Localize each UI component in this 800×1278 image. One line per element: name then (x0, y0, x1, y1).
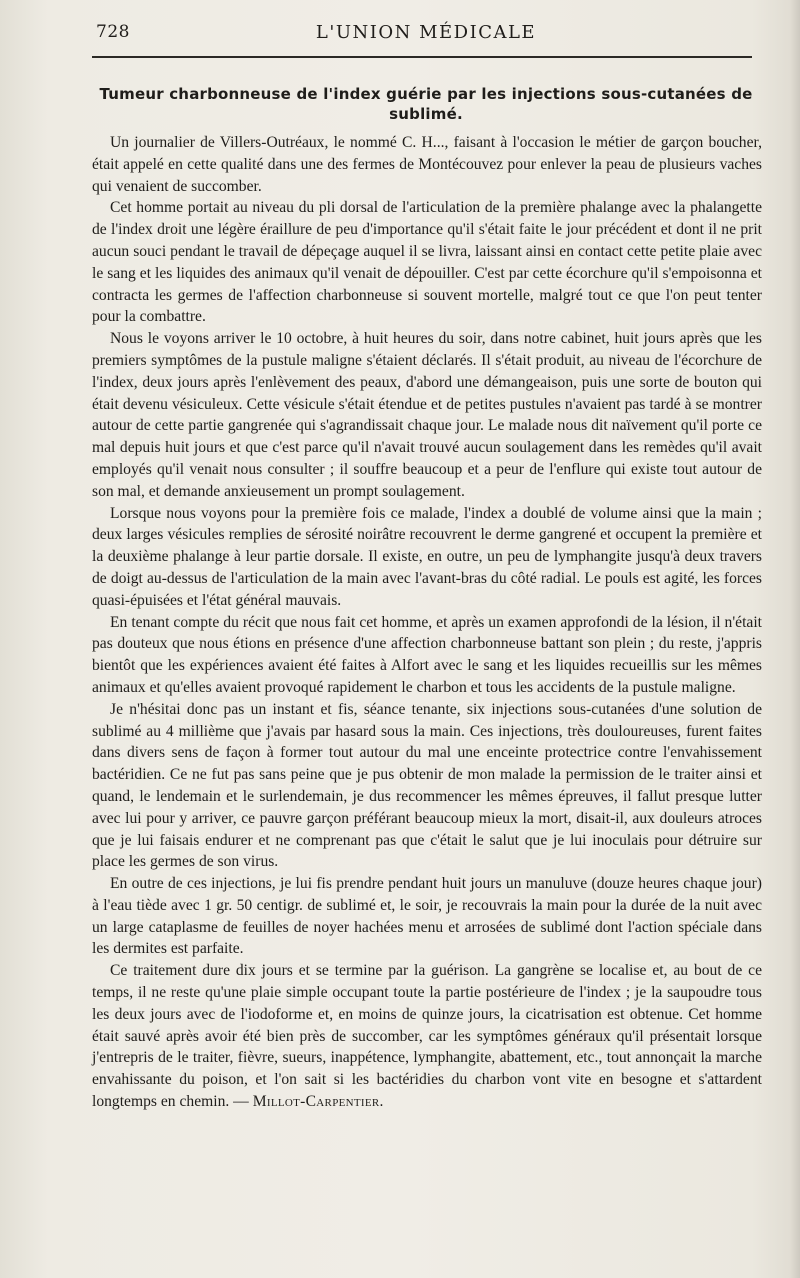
paragraph: Un journalier de Villers-Outréaux, le nommé C. H..., faisant à l'occasion le métier de garçon boucher, était appelé en cette qualité dans une des fermes de Montécouvez pour enlever la peau de plusieurs vaches qui venaient de succomber. (92, 134, 762, 195)
article-body (92, 132, 762, 1113)
header-rule (92, 56, 752, 58)
page-edge-shadow (790, 0, 800, 1278)
page-number: 728 (96, 22, 130, 42)
author-signature: Millot-Carpentier. (252, 1093, 384, 1111)
paragraph: En tenant compte du récit que nous fait cet homme, et après un examen approfondi de la lésion, il n'était pas douteux que nous étions en présence d'une affection charbonneuse battant son plein ; du reste, j'appris bientôt que les expériences avaient été faites à Alfort avec le sang et les liquides recueillis sur les mêmes animaux et qu'elles avaient provoqué rapidement le charbon et tous les accidents de la pustule maligne. (92, 613, 762, 696)
journal-title: L'UNION MÉDICALE (315, 22, 537, 43)
paragraph: En outre de ces injections, je lui fis prendre pendant huit jours un manuluve (douze heures chaque jour) à l'eau tiède avec 1 gr. 50 centigr. de sublimé et, le soir, je recouvrais la main pour la durée de la nuit avec un large cataplasme de feuilles de noyer hachées menu et arrosées de sublimé dont l'action spéciale dans les dermites est parfaite. (92, 875, 762, 958)
paragraph: Cet homme portait au niveau du pli dorsal de l'articulation de la première phalange avec la phalangette de l'index droit une légère éraillure de peu d'importance qu'il s'était faite le jour précédent et dont il ne prit aucun souci pendant le travail de dépeçage auquel il se livra, laissant ainsi en contact cette petite plaie avec le sang et les liquides des animaux qu'il venait de dépouiller. C'est par cette écorchure qu'il s'empoisonna et contracta les germes de l'affection charbonneuse si souvent mortelle, malgré tout ce que l'on peut tenter pour la combattre. (92, 199, 762, 326)
article-title: Tumeur charbonneuse de l'index guérie par les injections sous-cutanées de sublimé. (99, 85, 753, 123)
paragraph-final-text: Ce traitement dure dix jours et se termine par la guérison. La gangrène se localise et, au bout de ce temps, il ne reste qu'une plaie simple occupant toute la partie postérieure de l'index ; je la saupoudre tous les deux jours avec de l'iodoforme et, en moins de quinze jours, la cicatrisation est obtenue. Cet homme était sauvé après avoir été bien près de succomber, car les symptômes généraux qu'il présentait lorsque j'entrepris de le traiter, fièvre, sueurs, inappétence, lymphangite, abattement, etc., tout annonçait la marche envahissante du poison, et l'on sait si les bactéridies du charbon vont vite en besogne et s'attardent longtemps en chemin. — (92, 962, 762, 1111)
page-header (96, 22, 756, 46)
paragraph: Je n'hésitai donc pas un instant et fis, séance tenante, six injections sous-cutanées d'une solution de sublimé au 4 millième que j'avais par hasard sous la main. Ces injections, très douloureuses, furent faites dans divers sens de façon à former tout autour du mal une enceinte protectrice contre l'envahissement bactéridien. Ce ne fut pas sans peine que je pus obtenir de mon malade la permission de le traiter ainsi et quand, le lendemain et le surlendemain, je dus recommencer les mêmes épreuves, il fallut presque lutter avec lui pour y arriver, ce pauvre garçon préférant beaucoup mieux la mort, disait-il, aux douleurs atroces que je lui faisais endurer et ne comprenant pas que c'était le salut que je lui inoculais pour détruire sur place les germes de son virus. (92, 700, 762, 871)
paragraph-final (92, 960, 762, 1113)
paragraph: Lorsque nous voyons pour la première fois ce malade, l'index a doublé de volume ainsi que la main ; deux larges vésicules remplies de sérosité noirâtre recouvrent le derme gangrené et occupent la première et la deuxième phalange à leur partie dorsale. Il existe, en outre, un peu de lymphangite jusqu'à deux travers de doigt au-dessus de l'articulation de la main avec l'avant-bras du côté radial. Le pouls est agité, les forces quasi-épuisées et l'état général mauvais. (92, 504, 762, 609)
paragraph: Nous le voyons arriver le 10 octobre, à huit heures du soir, dans notre cabinet, huit jours après que les premiers symptômes de la pustule maligne s'étaient déclarés. Il s'était produit, au niveau de l'écorchure de l'index, deux jours après l'enlèvement des peaux, d'abord une démangeaison, puis une sorte de bouton qui était devenu vésiculeux. Cette vésicule s'était étendue et de petites pustules n'avaient pas tardé à se montrer autour de cette partie gangrenée qui s'agrandissait chaque jour. Le malade nous dit naïvement qu'il porte ce mal depuis huit jours et que c'est parce qu'il n'avait trouvé aucun soulagement dans les remèdes qu'il avait employés qu'il venait nous consulter ; il souffre beaucoup et a peur de l'enflure qui existe tout autour de son mal, et demande anxieusement un prompt soulagement. (92, 330, 762, 500)
